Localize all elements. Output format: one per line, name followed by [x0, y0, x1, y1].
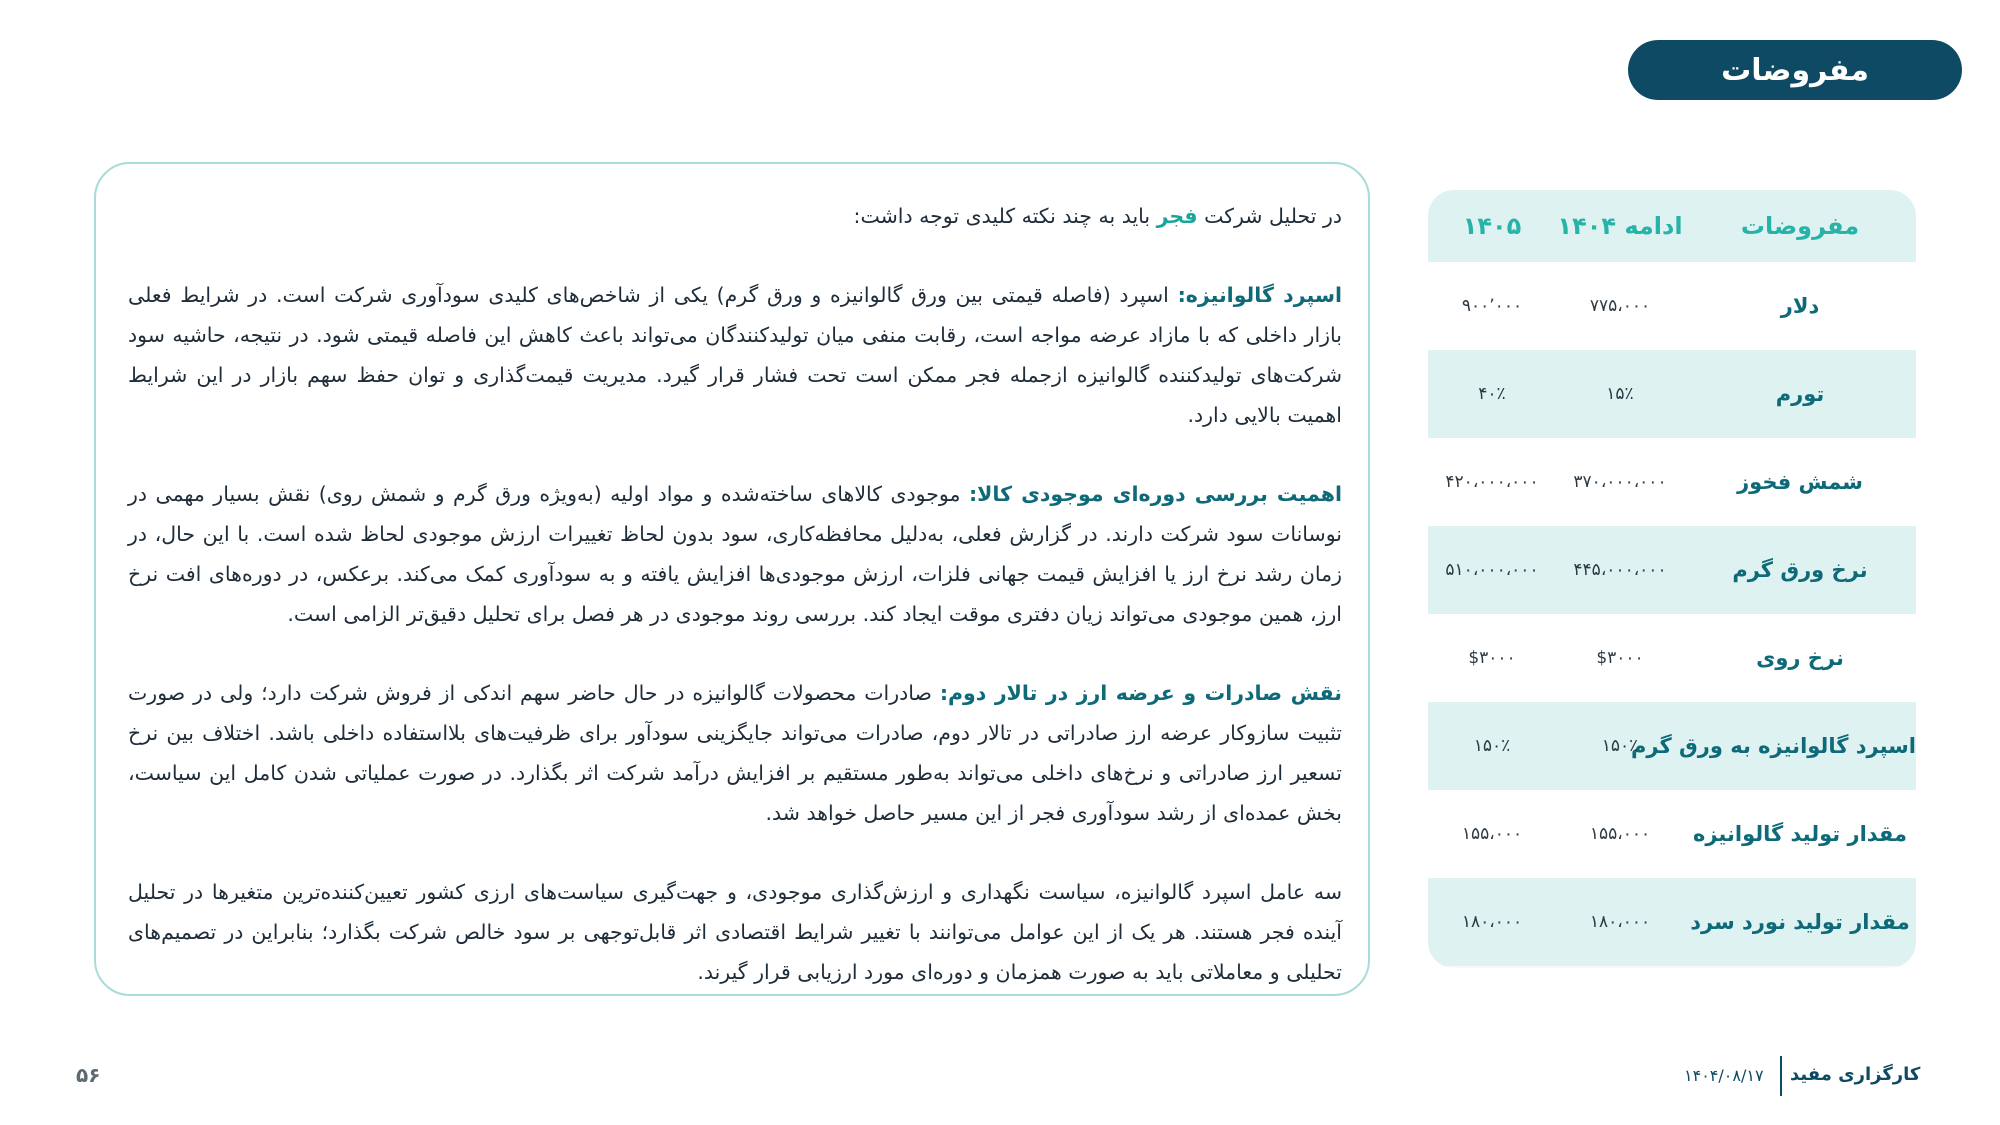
footer-divider: [1780, 1056, 1782, 1096]
table-row: [1428, 350, 1916, 438]
value-1404: ۴۴۵،۰۰۰،۰۰۰: [1573, 560, 1667, 580]
section-heading: اهمیت بررسی دوره‌ای موجودی کالا:: [968, 482, 1342, 506]
value-1404: ۳۷۰،۰۰۰،۰۰۰: [1573, 472, 1667, 492]
row-label: نرخ روی: [1756, 646, 1844, 670]
table-row: [1428, 614, 1916, 702]
header-1405: ۱۴۰۵: [1462, 212, 1522, 240]
brand-name: کارگزاری مفید: [1790, 1064, 1921, 1085]
row-label: تورم: [1775, 382, 1825, 406]
table-row: [1428, 878, 1916, 966]
report-date: ۱۴۰۴/۰۸/۱۷: [1684, 1066, 1764, 1085]
table-row: [1428, 702, 1916, 790]
intro-text-end: باید به چند نکته کلیدی توجه داشت:: [853, 204, 1157, 228]
value-1404: ۱۵٪: [1606, 384, 1634, 404]
intro-paragraph: [128, 196, 1342, 236]
row-label: مقدار تولید گالوانیزه: [1692, 822, 1908, 846]
row-label: اسپرد گالوانیزه به ورق گرم: [1631, 734, 1916, 758]
company-name: فجر: [1156, 204, 1198, 228]
table-row: [1428, 790, 1916, 878]
analysis-text: [128, 196, 1342, 1031]
section-heading: اسپرد گالوانیزه:: [1177, 283, 1343, 307]
value-1405: ۱۵۰٪: [1473, 736, 1511, 756]
row-label: نرخ ورق گرم: [1732, 558, 1868, 582]
page-number: ۵۶: [76, 1063, 101, 1087]
header-1404: ادامه ۱۴۰۴: [1557, 212, 1683, 240]
section-body: صادرات محصولات گالوانیزه در حال حاضر سهم اندکی از فروش شرکت دارد؛ ولی در صورت تثبیت سازوکار عرضه ارز صادراتی در تالار دوم، صادرات می‌تواند جایگزینی سودآور برای ظرفیت‌های بلااستفاده داخلی باشد. اختلاف بین نرخ تسعیر ارز صادراتی و نرخ‌های داخلی می‌تواند به‌طور مستقیم بر افزایش درآمد شرکت اثر بگذارد. در صورت عملیاتی شدن کامل این سیاست، بخش عمده‌ای از رشد سودآوری فجر از این مسیر حاصل خواهد شد.: [128, 681, 1342, 825]
table-row: [1428, 438, 1916, 526]
value-1405: ۹۰۰٬۰۰۰: [1461, 296, 1523, 316]
section-spread: [128, 275, 1342, 435]
section-body: اسپرد (فاصله قیمتی بین ورق گالوانیزه و ورق گرم) یکی از شاخص‌های کلیدی سودآوری شرکت است. در شرایط فعلی بازار داخلی که با مازاد عرضه مواجه است، رقابت منفی میان تولیدکنندگان می‌تواند باعث کاهش این فاصله قیمتی شود. در نتیجه، حاشیه سود شرکت‌های تولیدکننده گالوانیزه ازجمله فجر ممکن است تحت فشار قرار گیرد. مدیریت قیمت‌گذاری و توان حفظ سهم بازار در این شرایط اهمیت بالایی دارد.: [128, 283, 1342, 427]
value-1405: ۴۲۰،۰۰۰،۰۰۰: [1445, 472, 1539, 492]
value-1404: ۱۸۰،۰۰۰: [1589, 912, 1651, 932]
row-label: مقدار تولید نورد سرد: [1690, 910, 1910, 934]
assumptions-table: [1428, 190, 1916, 968]
row-label: دلار: [1780, 294, 1820, 318]
table-row: [1428, 526, 1916, 614]
value-1404: $۳۰۰۰: [1596, 648, 1644, 668]
value-1405: ۴۰٪: [1478, 384, 1506, 404]
intro-text: در تحلیل شرکت: [1197, 204, 1342, 228]
value-1404: ۷۷۵،۰۰۰: [1589, 296, 1651, 316]
value-1405: ۱۵۵،۰۰۰: [1461, 824, 1523, 844]
table-row: [1428, 262, 1916, 350]
section-heading: نقش صادرات و عرضه ارز در تالار دوم:: [939, 681, 1343, 705]
section-inventory: [128, 474, 1342, 634]
value-1405: ۵۱۰،۰۰۰،۰۰۰: [1445, 560, 1539, 580]
section-exports: [128, 673, 1342, 833]
section-body: موجودی کالاهای ساخته‌شده و مواد اولیه (به‌ویژه ورق گرم و شمش روی) نقش بسیار مهمی در نوسانات سود شرکت دارند. در گزارش فعلی، به‌دلیل محافظه‌کاری، سود بدون لحاظ تغییرات ارزش موجودی لحاظ شده است. با این حال، در زمان رشد نرخ ارز یا افزایش قیمت جهانی فلزات، ارزش موجودی‌ها افزایش یافته و به سودآوری کمک می‌کند. برعکس، در دوره‌های افت نرخ ارز، همین موجودی می‌تواند زیان دفتری موقت ایجاد کند. بررسی روند موجودی در هر فصل برای تحلیل دقیق‌تر الزامی است.: [128, 482, 1342, 626]
row-label: شمش فخوز: [1737, 470, 1863, 494]
conclusion-paragraph: سه عامل اسپرد گالوانیزه، سیاست نگهداری و ارزش‌گذاری موجودی، و جهت‌گیری سیاست‌های ارزی کشور تعیین‌کننده‌ترین متغیرها در تحلیل آینده فجر هستند. هر یک از این عوامل می‌توانند با تغییر شرایط اقتصادی اثر قابل‌توجهی بر سود خالص شرکت بگذارد؛ بنابراین در تصمیم‌های تحلیلی و معاملاتی باید به صورت همزمان و دوره‌ای مورد ارزیابی قرار گیرند.: [128, 880, 1342, 984]
header-assumptions: مفروضات: [1740, 212, 1860, 240]
value-1404: ۱۵۵،۰۰۰: [1589, 824, 1651, 844]
slide-title: مفروضات: [1628, 40, 1962, 100]
value-1404: ۱۵۰٪: [1601, 736, 1639, 756]
table-header-row: [1428, 190, 1916, 262]
value-1405: $۳۰۰۰: [1468, 648, 1516, 668]
value-1405: ۱۸۰،۰۰۰: [1461, 912, 1523, 932]
